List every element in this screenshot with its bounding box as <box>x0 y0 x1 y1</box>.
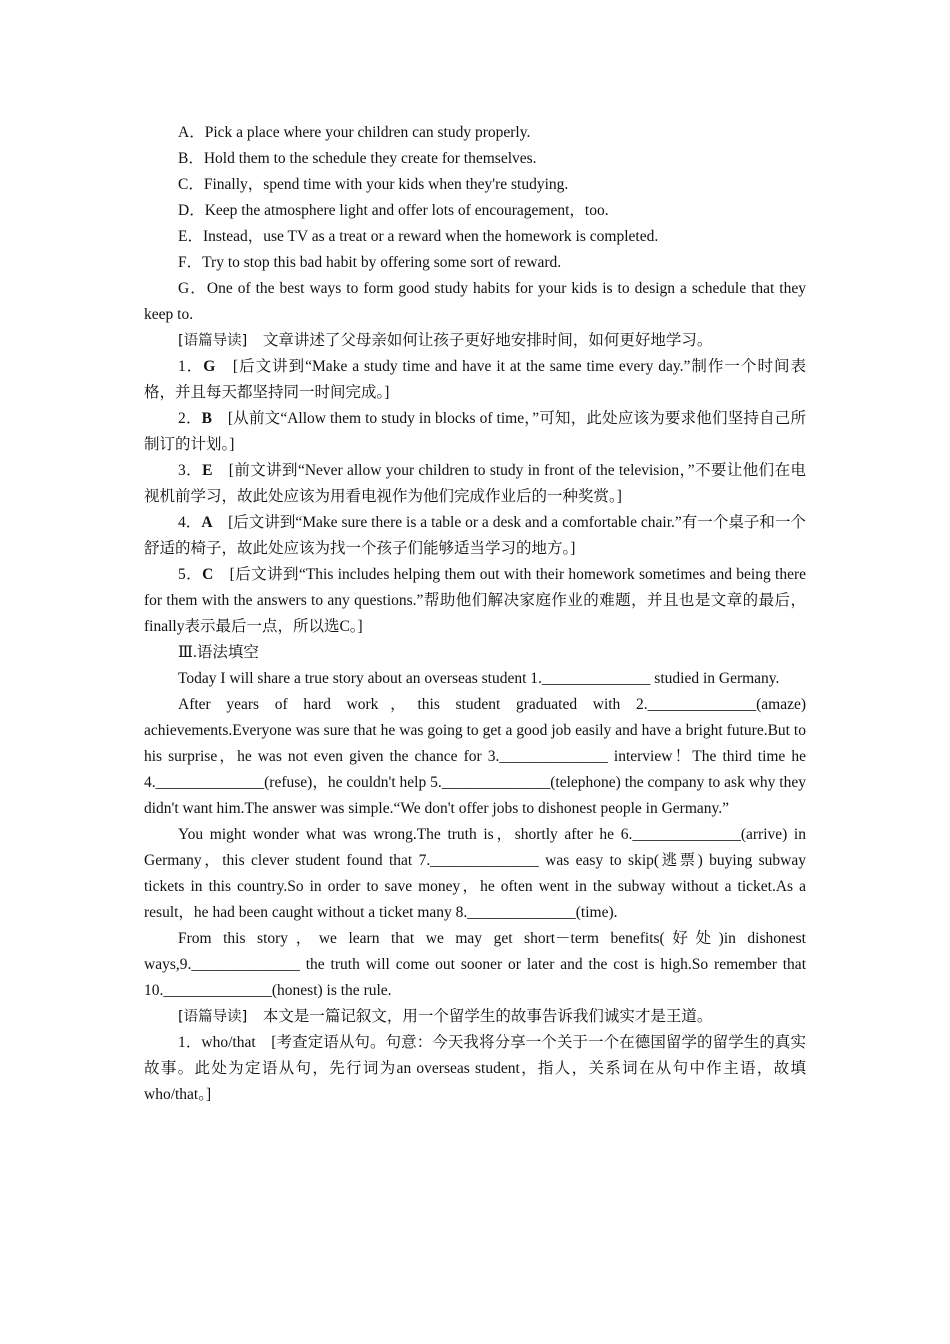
answer-key: B <box>201 410 212 427</box>
passage-paragraph-4: From this story，we learn that we may get short－term benefits(好处)in dishonest ways,9.______________ the truth will come out sooner or later and the cost is high.So remember that 10.______________(honest) is the rule. <box>144 930 806 999</box>
answer-num: 1． <box>178 1034 202 1051</box>
option-a: A．Pick a place where your children can study properly. <box>178 124 531 141</box>
answer-explanation: [从前文“Allow them to study in blocks of time，”可知，此处应该为要求他们坚持自己所制订的计划。] <box>144 410 806 453</box>
answer-num: 5． <box>178 566 203 583</box>
answer-1-5 <box>144 562 806 640</box>
answer-explanation: [前文讲到“Never allow your children to study in front of the television，”不要让他们在电视机前学习，故此处应该为用看电视作为他们完成作业后的一种奖赏。] <box>144 462 806 505</box>
guide-2-text: 本文是一篇记叙文，用一个留学生的故事告诉我们诚实才是王道。 <box>247 1008 713 1025</box>
answer-1-3 <box>144 458 806 510</box>
option-d: D．Keep the atmosphere light and offer lots of encouragement，too. <box>178 202 609 219</box>
answer-1-1 <box>144 354 806 406</box>
section-3-heading: Ⅲ.语法填空 <box>178 644 259 661</box>
passage-paragraph-2: After years of hard work，this student graduated with 2.______________(amaze) achievements.Everyone was sure that he was going to get a good job easily and have a bright future.But to his surprise，he was not even given the chance for 3.______________ interview！The third time he 4.______________(refuse)，he couldn't help 5.______________(telephone) the company to ask why they didn't want him.The answer was simple.“We don't offer jobs to dishonest people in Germany.” <box>144 696 806 817</box>
answer-num: 3． <box>178 462 203 479</box>
guide-1-text: 文章讲述了父母亲如何让孩子更好地安排时间，如何更好地学习。 <box>247 332 713 349</box>
option-e: E．Instead，use TV as a treat or a reward when the homework is completed. <box>178 228 659 245</box>
answer-key: G <box>203 358 216 375</box>
document-content <box>144 120 806 1108</box>
option-c: C．Finally，spend time with your kids when they're studying. <box>178 176 569 193</box>
answer-key: who/that <box>201 1034 256 1051</box>
option-b: B．Hold them to the schedule they create for themselves. <box>178 150 537 167</box>
passage-paragraph-3: You might wonder what was wrong.The truth is，shortly after he 6.______________(arrive) in Germany，this clever student found that 7.______________ was easy to skip(逃票) buying subway tickets in this country.So in order to save money，he often went in the subway without a ticket.As a result，he had been caught without a ticket many 8.______________(time). <box>144 826 806 921</box>
guide-1 <box>144 328 806 354</box>
answer-num: 4． <box>178 514 202 531</box>
answer-explanation: [考查定语从句。句意：今天我将分享一个关于一个在德国留学的留学生的真实故事。此处为定语从句，先行词为an overseas student，指人，关系词在从句中作主语，故填who/that。] <box>144 1034 806 1103</box>
answer-1-2 <box>144 406 806 458</box>
answer-explanation: [后文讲到“Make a study time and have it at the same time every day.”制作一个时间表格，并且每天都坚持同一时间完成。] <box>144 358 806 401</box>
answer-explanation: [后文讲到“Make sure there is a table or a desk and a comfortable chair.”有一个桌子和一个舒适的椅子，故此处应该为找一个孩子们能够适当学习的地方。] <box>144 514 806 557</box>
option-f: F．Try to stop this bad habit by offering some sort of reward. <box>178 254 562 271</box>
answer-explanation: [后文讲到“This includes helping them out with their homework sometimes and being there for them with the answers to any questions.”帮助他们解决家庭作业的难题，并且也是文章的最后，finally表示最后一点，所以选C。] <box>144 566 806 635</box>
answer-key: A <box>201 514 213 531</box>
passage-paragraph-1: Today I will share a true story about an overseas student 1.______________ studied in Germany. <box>178 670 780 687</box>
guide-2-label: [语篇导读] <box>178 1009 248 1025</box>
guide-1-label: [语篇导读] <box>178 333 248 349</box>
answer-num: 1． <box>178 358 204 375</box>
option-g: G．One of the best ways to form good study habits for your kids is to design a schedule that they keep to. <box>144 280 806 323</box>
answer-num: 2． <box>178 410 202 427</box>
answer-2-1 <box>144 1030 806 1108</box>
answer-key: E <box>202 462 213 479</box>
answer-1-4 <box>144 510 806 562</box>
answer-key: C <box>202 566 214 583</box>
guide-2 <box>144 1004 806 1030</box>
